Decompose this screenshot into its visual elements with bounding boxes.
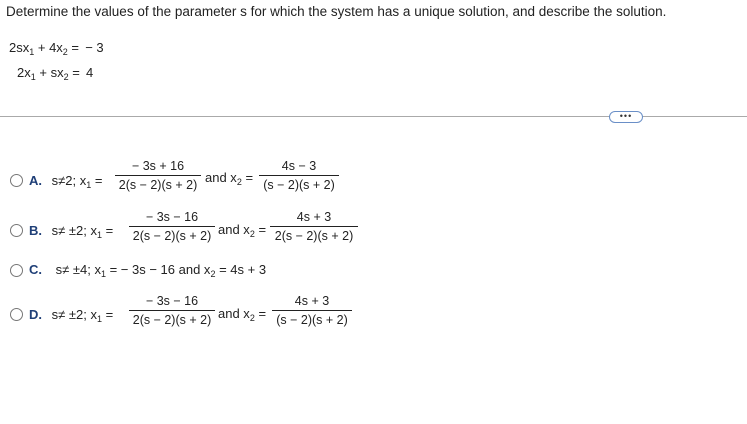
option-b-eq2: = xyxy=(254,222,267,237)
option-a-x2-denominator: (s − 2)(s + 2) xyxy=(263,178,335,192)
option-c-rest2: = 4s + 3 xyxy=(215,262,267,277)
option-a-eq: = xyxy=(91,173,103,188)
option-a-sub1: 1 xyxy=(86,180,92,190)
eq2-sub1: 1 xyxy=(30,72,36,82)
option-b-x1-fraction xyxy=(129,210,215,243)
option-c-radio[interactable] xyxy=(10,264,23,277)
option-b-x1-numerator: − 3s − 16 xyxy=(129,210,215,227)
option-d-sub1: 1 xyxy=(96,314,102,324)
option-d-and: and x xyxy=(218,306,250,321)
option-d-eq2: = xyxy=(254,306,267,321)
option-b-and: and x xyxy=(218,222,250,237)
option-b-letter: B. xyxy=(29,223,42,238)
eq2-sub2: 2 xyxy=(63,72,69,82)
option-a-and: and x xyxy=(205,170,237,185)
option-b-condition: s≠ ±2; x xyxy=(51,223,97,238)
option-b-lead xyxy=(29,223,113,238)
option-d-x2-fraction xyxy=(272,294,352,327)
option-d-mid xyxy=(218,306,266,321)
option-a-sub2: 2 xyxy=(236,177,242,187)
option-c-condition: s≠ ±4; x xyxy=(55,262,101,277)
system-equation-1 xyxy=(9,40,104,55)
option-d-x1-fraction xyxy=(129,294,215,327)
option-a-x2-fraction xyxy=(259,159,339,192)
option-a-lead xyxy=(29,173,102,188)
option-b-radio[interactable] xyxy=(10,224,23,237)
option-d-radio[interactable] xyxy=(10,308,23,321)
question-text: Determine the values of the parameter s for which the system has a unique solution, and describe the solution. xyxy=(6,4,667,19)
option-b-eq: = xyxy=(101,223,114,238)
option-c-sub2: 2 xyxy=(210,269,216,279)
eq2-rhs: = 4 xyxy=(68,65,94,80)
option-c-sub1: 1 xyxy=(100,269,106,279)
eq2-term2: + sx xyxy=(35,65,64,80)
option-a-x1-denominator: 2(s − 2)(s + 2) xyxy=(118,178,198,192)
eq1-sub1: 1 xyxy=(29,47,35,57)
option-d-x2-denominator: (s − 2)(s + 2) xyxy=(276,313,348,327)
option-d-lead xyxy=(29,307,113,322)
option-b-x2-fraction xyxy=(270,210,358,243)
option-c-letter: C. xyxy=(29,262,42,277)
option-b-sub1: 1 xyxy=(96,230,102,240)
option-d-letter: D. xyxy=(29,307,42,322)
option-d-sub2: 2 xyxy=(249,313,255,323)
eq1-sub2: 2 xyxy=(62,47,68,57)
option-b-x2-denominator: 2(s − 2)(s + 2) xyxy=(274,229,354,243)
eq1-term1: 2sx xyxy=(9,40,30,55)
option-d-eq: = xyxy=(101,307,114,322)
option-d-x1-denominator: 2(s − 2)(s + 2) xyxy=(132,313,212,327)
option-d-x1-numerator: − 3s − 16 xyxy=(129,294,215,311)
option-b-x1-denominator: 2(s − 2)(s + 2) xyxy=(132,229,212,243)
option-b-x2-numerator: 4s + 3 xyxy=(270,210,358,227)
option-a-letter: A. xyxy=(29,173,42,188)
eq2-term1: 2x xyxy=(17,65,31,80)
option-c-text xyxy=(29,262,266,277)
option-d-condition: s≠ ±2; x xyxy=(51,307,97,322)
option-a-x2-numerator: 4s − 3 xyxy=(259,159,339,176)
option-b-sub2: 2 xyxy=(249,229,255,239)
system-equation-2 xyxy=(17,65,93,80)
option-b-mid xyxy=(218,222,266,237)
option-a-mid xyxy=(205,170,253,185)
option-a-eq2: = xyxy=(241,170,254,185)
option-a-x1-numerator: − 3s + 16 xyxy=(115,159,201,176)
option-a-condition: s≠2; x xyxy=(51,173,87,188)
option-d-x2-numerator: 4s + 3 xyxy=(272,294,352,311)
eq1-term2: + 4x xyxy=(34,40,63,55)
more-options-button[interactable]: ••• xyxy=(609,111,643,123)
option-a-radio[interactable] xyxy=(10,174,23,187)
eq1-rhs: = − 3 xyxy=(67,40,104,55)
option-a-x1-fraction xyxy=(115,159,201,192)
option-c-rest1: = − 3s − 16 and x xyxy=(105,262,211,277)
